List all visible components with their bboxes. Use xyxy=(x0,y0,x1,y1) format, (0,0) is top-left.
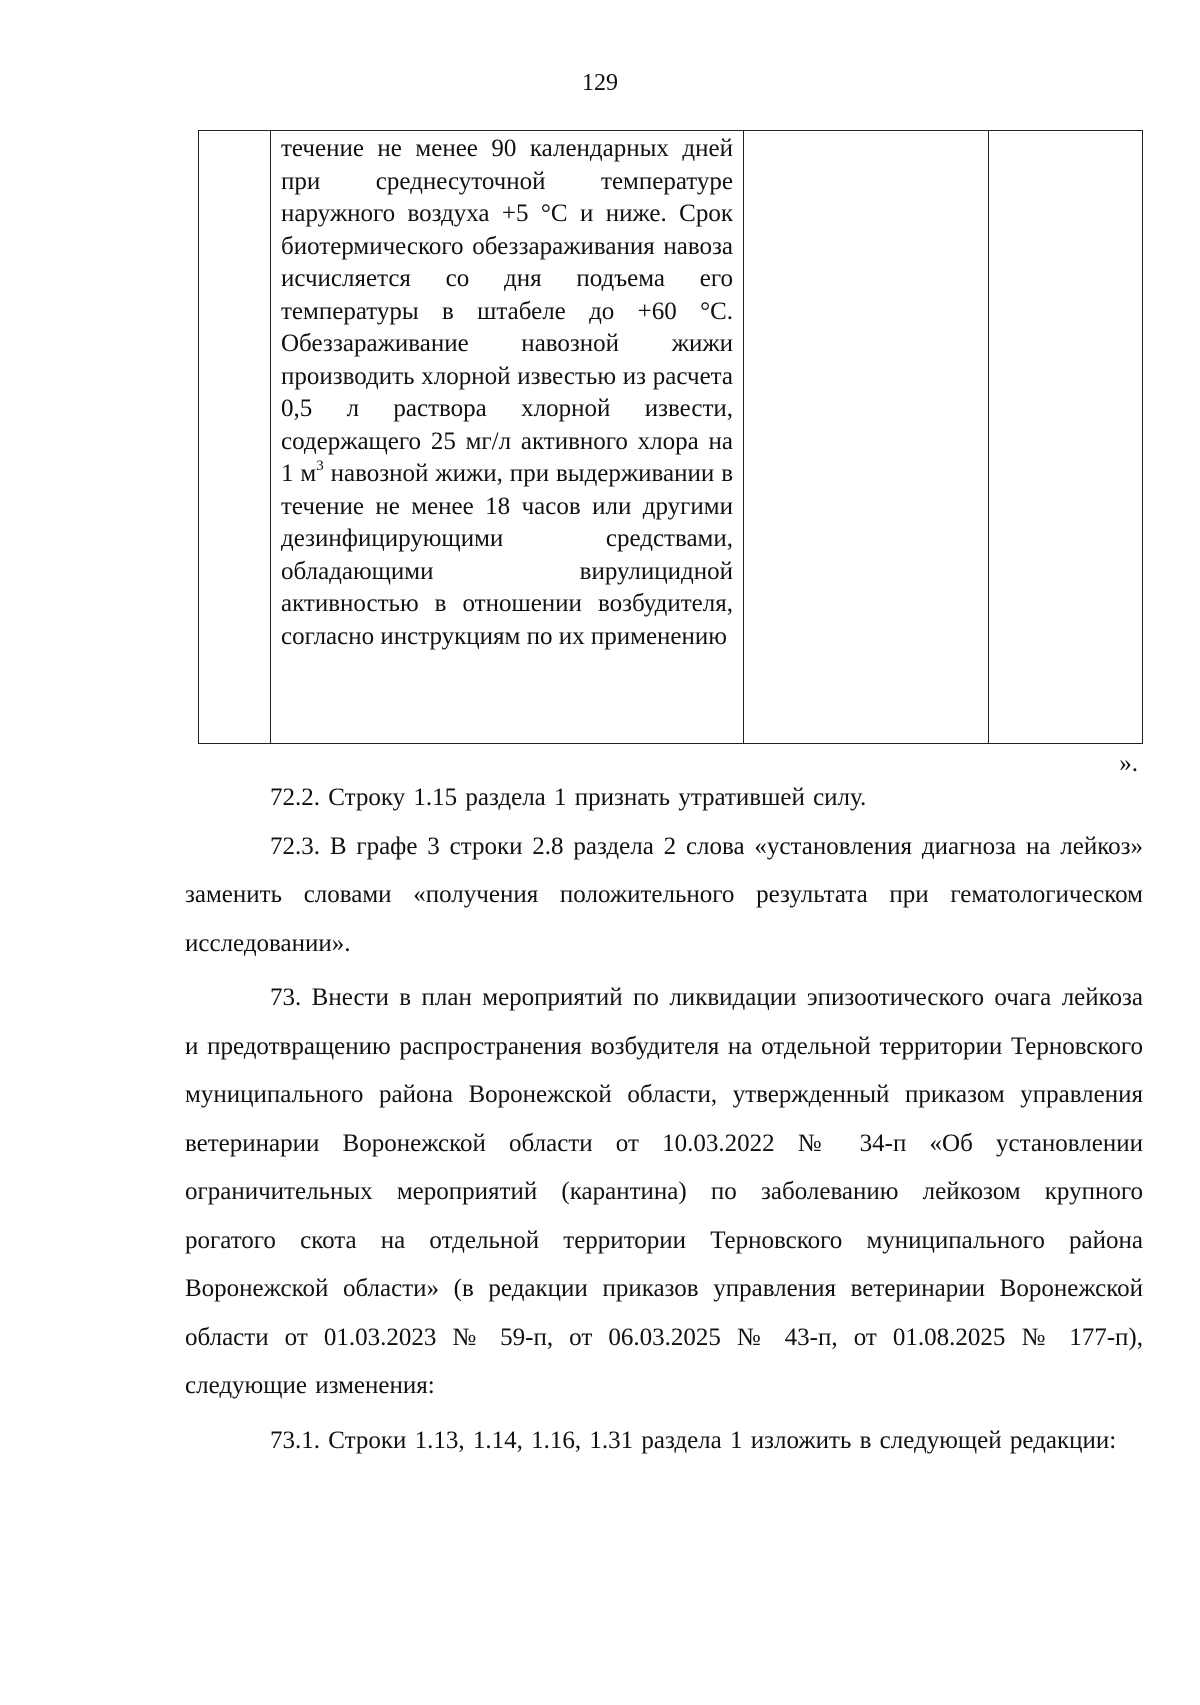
table-cell-responsible xyxy=(989,131,1143,744)
table-cell-number xyxy=(199,131,271,744)
plan-table xyxy=(198,130,1143,744)
cubic-superscript: 3 xyxy=(316,457,324,474)
paragraph-73-1: 73.1. Строки 1.13, 1.14, 1.16, 1.31 раздела 1 изложить в следующей редакции: xyxy=(270,1426,1117,1454)
table-row xyxy=(199,131,1143,744)
table-cell-deadline xyxy=(744,131,989,744)
closing-quote: ». xyxy=(1119,750,1138,777)
measures-text xyxy=(271,131,743,653)
paragraph-73: 73. Внести в план мероприятий по ликвидации эпизоотического очага лейкоза и предотвращению распространения возбудителя на отдельной территории Терновского муниципального района Воронежской области, утвержденный приказом управления ветеринарии Воронежской области от 10.03.2022 № 34-п «Об установлении ограничительных мероприятий (карантина) по заболеванию лейкозом крупного рогатого скота на отдельной территории Терновского муниципального района Воронежской области» (в редакции приказов управления ветеринарии Воронежской области от 01.03.2023 № 59-п, от 06.03.2025 № 43-п, от 01.08.2025 № 177-п), следующие изменения: xyxy=(185,984,1143,1399)
measures-text-part-2: навозной жижи, при выдерживании в течение не менее 18 часов или другими дезинфицирующими средствами, обладающими вирулицидной активностью в отношении возбудителя, согласно инструкциям по их применению xyxy=(281,460,733,650)
table-cell-measures xyxy=(271,131,744,744)
paragraph-72-3: 72.3. В графе 3 строки 2.8 раздела 2 слова «установления диагноза на лейкоз» заменить словами «получения положительного результата при гематологическом исследовании». xyxy=(185,832,1143,957)
page-number: 129 xyxy=(582,70,618,96)
measures-text-part-1: течение не менее 90 календарных дней при среднесуточной температуре наружного воздуха +5 °С и ниже. Срок биотермического обеззараживания навоза исчисляется со дня подъема его температуры в штабеле до +60 °С. Обеззараживание навозной жижи производить хлорной известью из расчета 0,5 л раствора хлорной извести, содержащего 25 мг/л активного хлора на 1 м xyxy=(281,135,733,487)
paragraph-72-2: 72.2. Строку 1.15 раздела 1 признать утратившей силу. xyxy=(270,784,867,811)
document-body xyxy=(185,774,1143,1465)
